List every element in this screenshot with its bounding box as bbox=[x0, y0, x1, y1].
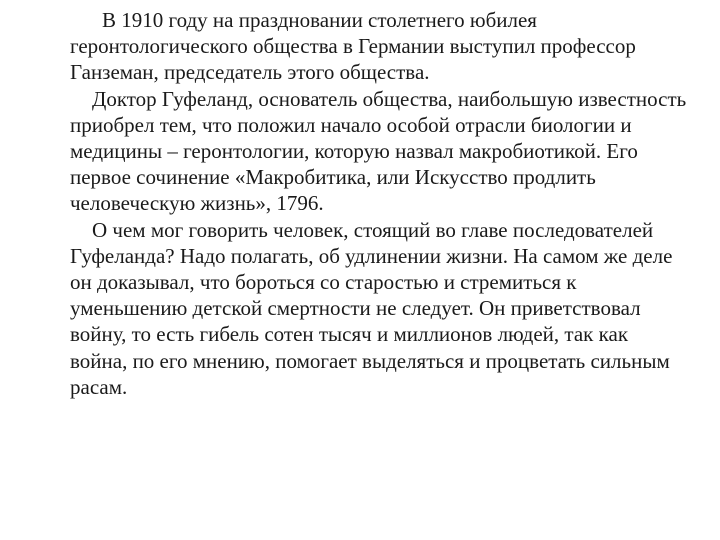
paragraph-2: Доктор Гуфеланд, основатель общества, наибольшую известность приобрел тем, что положил начало особой отрасли биологии и медицины – геронтологии, которую назвал макробиотикой. Его первое сочинение «Макробитика, или Искусство продлить человеческую жизнь», 1796. bbox=[70, 86, 687, 216]
text-body bbox=[70, 7, 690, 400]
paragraph-1: В 1910 году на праздновании столетнего юбилея геронтологического общества в Германии выступил профессор Ганземан, председатель этого общества. bbox=[70, 8, 636, 85]
paragraph-3: О чем мог говорить человек, стоящий во главе последователей Гуфеланда? Надо полагать, об удлинении жизни. На самом же деле он доказывал, что бороться со старостью и стремиться к уменьшению детской смертности не следует. Он приветствовал войну, то есть гибель сотен тысяч и миллионов людей, так как война, по его мнению, помогает выделяться и процветать сильным расам. bbox=[70, 217, 673, 399]
